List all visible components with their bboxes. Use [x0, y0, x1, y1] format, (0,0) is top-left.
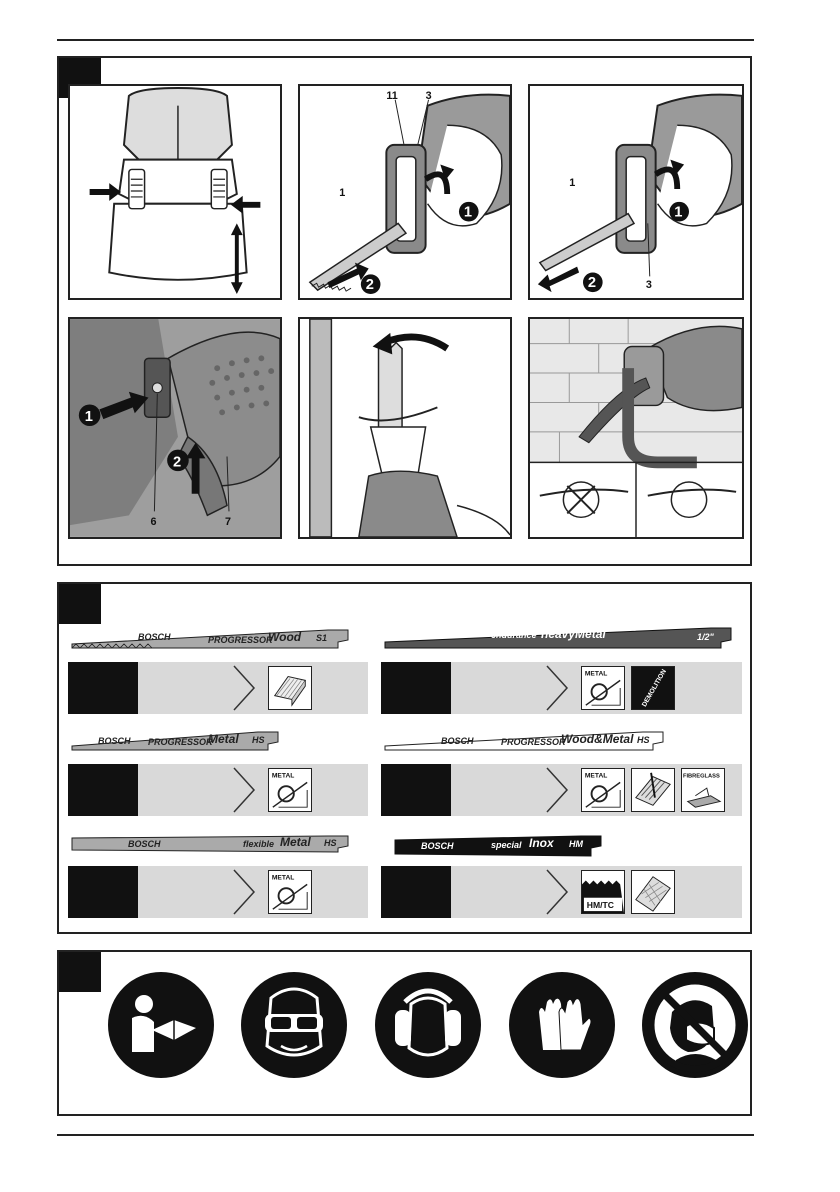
callout-3: 3 — [645, 279, 652, 292]
svg-text:HM/TC: HM/TC — [586, 900, 614, 911]
tile-material-icon — [631, 870, 675, 914]
svg-text:1: 1 — [674, 204, 683, 221]
svg-text:Inox: Inox — [529, 836, 554, 850]
callout-6: 6 — [150, 516, 157, 529]
chevron-right-icon — [232, 664, 256, 712]
blade-progressor-wood-metal — [381, 728, 671, 754]
blade-row-wood-metal — [381, 764, 742, 816]
chevron-right-icon — [232, 868, 256, 916]
blade-endurance-heavy-metal — [381, 624, 746, 650]
section-tab — [59, 952, 101, 992]
svg-text:HS: HS — [324, 838, 337, 848]
panel-plunge-cut — [298, 317, 512, 539]
svg-text:METAL: METAL — [584, 772, 608, 780]
panel-switch-lock — [68, 317, 282, 539]
dust-mask-icon — [642, 972, 748, 1078]
blade-row-inox — [381, 866, 742, 918]
blade-special-inox — [391, 832, 611, 858]
read-manual-icon — [108, 972, 214, 1078]
blade-row-wood — [68, 662, 368, 714]
blade-code-block — [68, 662, 138, 714]
svg-text:PROGRESSOR: PROGRESSOR — [208, 635, 273, 645]
section-safety-symbols — [57, 950, 752, 1116]
section-usage-illustrations — [57, 56, 752, 566]
svg-text:Wood&Metal: Wood&Metal — [561, 732, 634, 746]
svg-text:METAL: METAL — [584, 670, 608, 678]
svg-text:BOSCH: BOSCH — [98, 736, 131, 746]
svg-text:special: special — [491, 840, 522, 850]
blade-code-block — [381, 662, 451, 714]
blade-code-block — [381, 764, 451, 816]
chevron-right-icon — [232, 766, 256, 814]
svg-text:flexible: flexible — [243, 839, 275, 849]
callout-11: 11 — [386, 89, 398, 102]
wood-material-icon — [268, 666, 312, 710]
svg-text:FIBREGLASS: FIBREGLASS — [682, 773, 720, 780]
nailed-wood-icon — [631, 768, 675, 812]
top-rule — [57, 39, 754, 41]
panel-flush-cut — [528, 317, 744, 539]
blade-progressor-wood — [68, 626, 358, 652]
callout-1: 1 — [569, 177, 576, 190]
svg-text:METAL: METAL — [271, 874, 295, 882]
ear-protection-icon — [375, 972, 481, 1078]
svg-text:BOSCH: BOSCH — [441, 736, 474, 746]
bottom-rule — [57, 1134, 754, 1136]
svg-text:BOSCH: BOSCH — [421, 841, 454, 851]
eye-protection-icon — [241, 972, 347, 1078]
svg-text:PROGRESSOR: PROGRESSOR — [501, 737, 566, 747]
chevron-right-icon — [545, 664, 569, 712]
metal-material-icon — [268, 768, 312, 812]
blade-row-flexible-metal — [68, 866, 368, 918]
svg-text:BOSCH: BOSCH — [138, 632, 171, 642]
blade-progressor-metal — [68, 728, 288, 754]
callout-7: 7 — [225, 516, 232, 529]
svg-text:DEMOLITION: DEMOLITION — [641, 668, 669, 709]
blade-code-block — [68, 866, 138, 918]
demolition-icon — [631, 666, 675, 710]
panel-battery-release — [68, 84, 282, 300]
svg-text:METAL: METAL — [271, 772, 295, 780]
svg-text:2: 2 — [365, 277, 374, 294]
blade-flexible-metal — [68, 830, 358, 856]
panel-blade-insert — [298, 84, 512, 300]
svg-text:Wood: Wood — [268, 630, 302, 644]
svg-text:1: 1 — [463, 204, 473, 221]
svg-text:1/2": 1/2" — [697, 632, 714, 642]
blade-code-block — [381, 866, 451, 918]
panel-blade-removal — [528, 84, 744, 300]
section-saw-blades — [57, 582, 752, 934]
svg-text:2: 2 — [587, 275, 597, 292]
fibreglass-icon — [681, 768, 725, 812]
blade-code-block — [68, 764, 138, 816]
svg-text:PROGRESSOR: PROGRESSOR — [148, 737, 213, 747]
chevron-right-icon — [545, 868, 569, 916]
svg-text:HS: HS — [637, 735, 650, 745]
svg-text:HS: HS — [252, 735, 265, 745]
svg-text:Metal: Metal — [208, 732, 239, 746]
metal-material-icon — [581, 666, 625, 710]
callout-3: 3 — [425, 89, 432, 102]
chevron-right-icon — [545, 766, 569, 814]
callout-1: 1 — [339, 186, 346, 199]
hard-metal-icon — [581, 870, 625, 914]
svg-text:Metal: Metal — [280, 835, 311, 849]
metal-material-icon — [268, 870, 312, 914]
blade-row-heavy-metal — [381, 662, 742, 714]
metal-material-icon — [581, 768, 625, 812]
gloves-icon — [509, 972, 615, 1078]
svg-text:HM: HM — [569, 839, 583, 849]
svg-text:1: 1 — [84, 409, 93, 426]
section-tab — [59, 584, 101, 624]
blade-row-metal — [68, 764, 368, 816]
svg-text:2: 2 — [173, 454, 182, 471]
svg-text:endurance: endurance — [491, 630, 537, 640]
svg-text:heavyMetal: heavyMetal — [541, 627, 606, 641]
svg-text:BOSCH: BOSCH — [128, 839, 161, 849]
svg-text:S1: S1 — [316, 633, 328, 643]
